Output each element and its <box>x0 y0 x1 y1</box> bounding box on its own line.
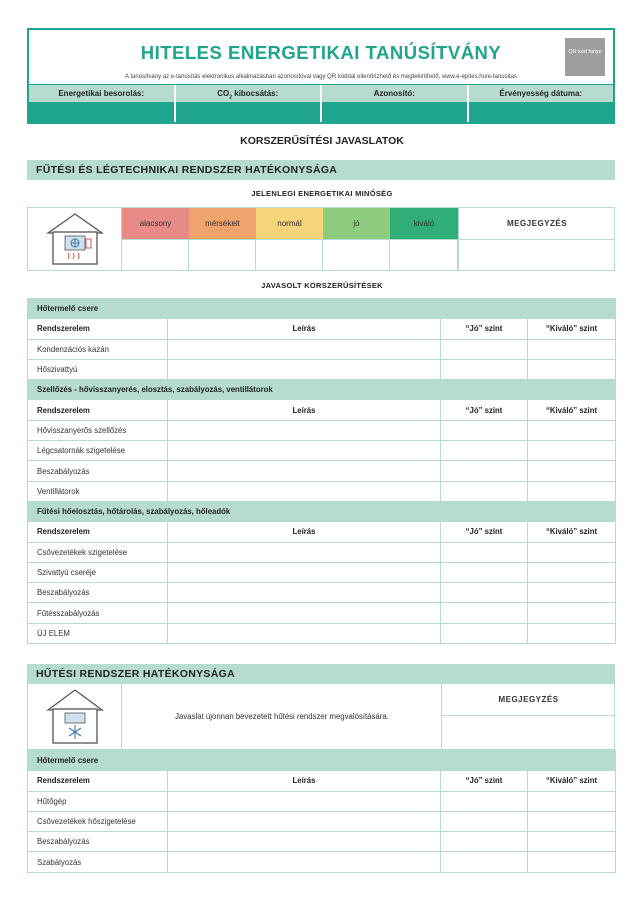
system-element-name: Légcsatornák szigetelése <box>28 441 168 461</box>
note-header: MEGJEGYZÉS <box>458 208 615 239</box>
excellent-level-field[interactable] <box>528 603 616 623</box>
description-field[interactable] <box>168 542 441 562</box>
table-row <box>28 623 616 643</box>
rating-normal: normál <box>256 208 323 239</box>
system-element-name: Csővezetékek hőszigetelése <box>28 811 168 831</box>
note-field[interactable] <box>458 239 615 270</box>
good-level-field[interactable] <box>441 583 528 603</box>
col-header-excellent-level: “Kiváló” szint <box>528 771 616 791</box>
excellent-level-field[interactable] <box>528 791 616 811</box>
table-row <box>28 791 616 811</box>
label-identifier: Azonosító: <box>322 85 469 102</box>
description-field[interactable] <box>168 832 441 852</box>
cooling-section-title: HŰTÉSI RENDSZER HATÉKONYSÁGA <box>27 664 615 684</box>
system-element-name: Kondenzációs kazán <box>28 339 168 359</box>
table-row <box>28 441 616 461</box>
excellent-level-field[interactable] <box>528 811 616 831</box>
excellent-level-field[interactable] <box>528 441 616 461</box>
system-element-name: Beszabályozás <box>28 583 168 603</box>
table-row <box>28 481 616 501</box>
current-quality-title: JELENLEGI ENERGETIKAI MINŐSÉG <box>251 189 393 198</box>
excellent-level-field[interactable] <box>528 623 616 643</box>
cooling-description: Javaslat újonnan bevezetett hűtési rendszer megvalósítására. <box>175 712 389 721</box>
excellent-level-field[interactable] <box>528 852 616 872</box>
good-level-field[interactable] <box>441 461 528 481</box>
group-header-row <box>28 751 616 771</box>
heating-proposals-table <box>27 298 616 644</box>
table-row <box>28 542 616 562</box>
system-element-name: Beszabályozás <box>28 832 168 852</box>
table-row <box>28 583 616 603</box>
qr-code-placeholder: QR kód helye <box>565 38 605 76</box>
col-header-description: Leírás <box>168 319 441 339</box>
value-co2-emission <box>176 102 323 122</box>
table-header-row <box>28 522 616 542</box>
system-element-name: ÚJ ELEM <box>28 623 168 643</box>
table-row <box>28 603 616 623</box>
value-energy-rating <box>29 102 176 122</box>
description-field[interactable] <box>168 603 441 623</box>
system-element-name: Beszabályozás <box>28 461 168 481</box>
header-value-fields <box>29 102 613 122</box>
excellent-level-field[interactable] <box>528 481 616 501</box>
excellent-level-field[interactable] <box>528 832 616 852</box>
col-header-excellent-level: “Kiváló” szint <box>528 522 616 542</box>
cooling-note-header: MEGJEGYZÉS <box>441 684 615 716</box>
good-level-field[interactable] <box>441 339 528 359</box>
col-header-description: Leírás <box>168 522 441 542</box>
col-header-element: Rendszerelem <box>28 400 168 420</box>
description-field[interactable] <box>168 811 441 831</box>
description-field[interactable] <box>168 791 441 811</box>
value-validity-date <box>469 102 614 122</box>
group-header-row <box>28 380 616 400</box>
col-header-element: Rendszerelem <box>28 319 168 339</box>
system-element-name: Szabályozás <box>28 852 168 872</box>
description-field[interactable] <box>168 420 441 440</box>
col-header-good-level: “Jó” szint <box>441 771 528 791</box>
description-field[interactable] <box>168 481 441 501</box>
good-level-field[interactable] <box>441 603 528 623</box>
table-row <box>28 420 616 440</box>
rating-box[interactable] <box>390 239 458 270</box>
house-cooling-icon <box>28 684 122 749</box>
system-element-name: Hővisszanyerős szellőzés <box>28 420 168 440</box>
table-row <box>28 461 616 481</box>
system-element-name: Hűtőgép <box>28 791 168 811</box>
group-title: Hőtermelő csere <box>28 299 616 319</box>
certificate-title: HITELES ENERGETIKAI TANÚSÍTVÁNY <box>140 42 502 63</box>
system-element-name: Csővezetékek szigetelése <box>28 542 168 562</box>
table-header-row <box>28 400 616 420</box>
excellent-level-field[interactable] <box>528 461 616 481</box>
cooling-summary <box>27 684 615 750</box>
col-header-description: Leírás <box>168 771 441 791</box>
system-element-name: Hőszivattyú <box>28 359 168 379</box>
col-header-good-level: “Jó” szint <box>441 400 528 420</box>
system-element-name: Ventillátorok <box>28 481 168 501</box>
col-header-good-level: “Jó” szint <box>441 522 528 542</box>
excellent-level-field[interactable] <box>528 420 616 440</box>
rating-box[interactable] <box>122 239 189 270</box>
description-field[interactable] <box>168 583 441 603</box>
group-title: Hőtermelő csere <box>28 751 616 771</box>
table-row <box>28 852 616 872</box>
label-validity-date: Érvényesség dátuma: <box>469 85 614 102</box>
excellent-level-field[interactable] <box>528 562 616 582</box>
label-energy-rating: Energetikai besorolás: <box>29 85 176 102</box>
good-level-field[interactable] <box>441 852 528 872</box>
table-header-row <box>28 319 616 339</box>
current-quality-table <box>27 207 615 271</box>
header-labels <box>29 84 613 102</box>
cooling-proposals-table <box>27 750 616 873</box>
group-title: Szellőzés - hővisszanyerés, elosztás, szabályozás, ventillátorok <box>28 380 616 400</box>
group-header-row <box>28 299 616 319</box>
description-field[interactable] <box>168 562 441 582</box>
proposed-title: JAVASOLT KORSZERŰSÍTÉSEK <box>261 281 383 290</box>
good-level-field[interactable] <box>441 832 528 852</box>
good-level-field[interactable] <box>441 420 528 440</box>
description-field[interactable] <box>168 339 441 359</box>
col-header-description: Leírás <box>168 400 441 420</box>
good-level-field[interactable] <box>441 441 528 461</box>
table-row <box>28 562 616 582</box>
good-level-field[interactable] <box>441 623 528 643</box>
page-title: KORSZERŰSÍTÉSI JAVASLATOK <box>240 135 404 147</box>
good-level-field[interactable] <box>441 811 528 831</box>
excellent-level-field[interactable] <box>528 583 616 603</box>
excellent-level-field[interactable] <box>528 339 616 359</box>
rating-jo: jó <box>323 208 390 239</box>
cooling-note-field[interactable] <box>441 716 615 749</box>
rating-box[interactable] <box>256 239 323 270</box>
good-level-field[interactable] <box>441 562 528 582</box>
label-co2-emission: $CO_2$ kibocsátás: <box>176 85 323 102</box>
group-title: Fűtési hőelosztás, hőtárolás, szabályozás, hőleadók <box>28 501 616 521</box>
house-heating-icon <box>28 208 122 270</box>
description-field[interactable] <box>168 441 441 461</box>
good-level-field[interactable] <box>441 791 528 811</box>
certificate-header <box>27 28 615 124</box>
table-header-row <box>28 771 616 791</box>
value-identifier <box>322 102 469 122</box>
group-header-row <box>28 501 616 521</box>
description-field[interactable] <box>168 461 441 481</box>
verification-note: A tanúsítvány az e-tanúsítás elektronikus alkalmazásban azonosítóval vagy QR kóddal ellenőrizhető és megtekinthető. www.e-epites.hu/e-tanusitas <box>125 74 517 80</box>
rating-box[interactable] <box>323 239 390 270</box>
rating-merseklet: mérsékelt <box>189 208 256 239</box>
table-row <box>28 359 616 379</box>
col-header-good-level: “Jó” szint <box>441 319 528 339</box>
col-header-element: Rendszerelem <box>28 522 168 542</box>
rating-box[interactable] <box>189 239 256 270</box>
good-level-field[interactable] <box>441 481 528 501</box>
good-level-field[interactable] <box>441 542 528 562</box>
excellent-level-field[interactable] <box>528 542 616 562</box>
heating-section-title: FŰTÉSI ÉS LÉGTECHNIKAI RENDSZER HATÉKONYSÁGA <box>27 160 615 180</box>
excellent-level-field[interactable] <box>528 359 616 379</box>
table-row <box>28 832 616 852</box>
rating-kivalo: kiváló <box>390 208 458 239</box>
description-field[interactable] <box>168 852 441 872</box>
rating-alacsony: alacsony <box>122 208 189 239</box>
table-row <box>28 339 616 359</box>
description-field[interactable] <box>168 359 441 379</box>
system-element-name: Szivattyú cseréje <box>28 562 168 582</box>
col-header-excellent-level: “Kiváló” szint <box>528 319 616 339</box>
col-header-excellent-level: “Kiváló” szint <box>528 400 616 420</box>
description-field[interactable] <box>168 623 441 643</box>
good-level-field[interactable] <box>441 359 528 379</box>
system-element-name: Fűtésszabályozás <box>28 603 168 623</box>
table-row <box>28 811 616 831</box>
col-header-element: Rendszerelem <box>28 771 168 791</box>
